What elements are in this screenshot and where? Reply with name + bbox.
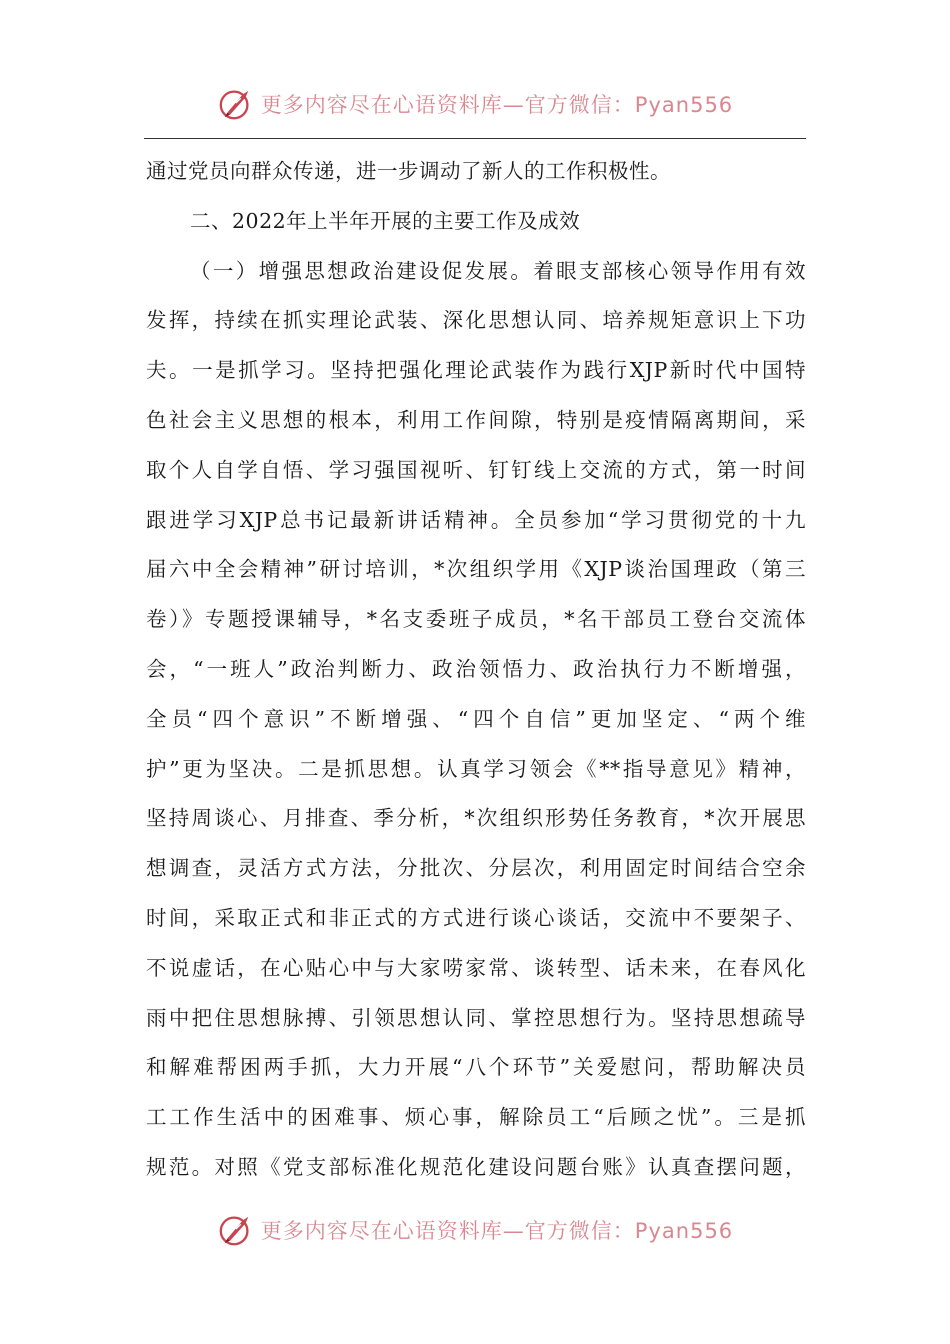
body-line: 坚持周谈心、月排查、季分析，*次组织形势任务教育，*次开展思 bbox=[146, 806, 806, 831]
body-line: 夫。一是抓学习。坚持把强化理论武装作为践行XJP新时代中国特 bbox=[146, 358, 806, 383]
body-line: （一）增强思想政治建设促发展。着眼支部核心领导作用有效 bbox=[190, 258, 806, 283]
watermark-text: 更多内容尽在心语资料库—官方微信：Pyan556 bbox=[260, 1219, 734, 1243]
body-line: 通过党员向群众传递，进一步调动了新人的工作积极性。 bbox=[146, 159, 671, 183]
body-line: 时间，采取正式和非正式的方式进行谈心谈话，交流中不要架子、 bbox=[146, 905, 806, 930]
body-line: 想调查，灵活方式方法，分批次、分层次，利用固定时间结合空余 bbox=[146, 856, 806, 881]
body-line: 届六中全会精神”研讨培训，*次组织学用《XJP谈治国理政（第三 bbox=[146, 557, 806, 582]
body-line: 工工作生活中的困难事、烦心事，解除员工“后顾之忧”。三是抓 bbox=[146, 1105, 806, 1130]
body-line: 跟进学习XJP总书记最新讲话精神。全员参加“学习贯彻党的十九 bbox=[146, 507, 806, 532]
body-line: 卷）》专题授课辅导，*名支委班子成员，*名干部员工登台交流体 bbox=[146, 607, 806, 632]
body-line: 取个人自学自悟、学习强国视听、钉钉线上交流的方式，第一时间 bbox=[146, 457, 806, 482]
watermark-text: 更多内容尽在心语资料库—官方微信：Pyan556 bbox=[260, 93, 734, 117]
body-line: 和解难帮困两手抓，大力开展“八个环节”关爱慰问，帮助解决员 bbox=[146, 1055, 806, 1080]
document-body bbox=[146, 147, 806, 1193]
body-line: 规范。对照《党支部标准化规范化建设问题台账》认真查摆问题， bbox=[146, 1154, 806, 1179]
body-line: 发挥，持续在抓实理论武装、深化思想认同、培养规矩意识上下功 bbox=[146, 308, 806, 333]
body-line: 色社会主义思想的根本，利用工作间隙，特别是疫情隔离期间，采 bbox=[146, 407, 806, 432]
body-line: 护”更为坚决。二是抓思想。认真学习领会《**指导意见》精神， bbox=[146, 756, 806, 781]
body-line: 雨中把住思想脉搏、引领思想认同、掌控思想行为。坚持思想疏导 bbox=[146, 1005, 806, 1030]
header-divider bbox=[144, 138, 806, 139]
pen-nib-logo-icon bbox=[217, 1211, 255, 1249]
footer-watermark bbox=[0, 1206, 950, 1254]
pen-nib-logo-icon bbox=[217, 85, 255, 123]
body-line: 全员“四个意识”不断增强、“四个自信”更加坚定、“两个维 bbox=[146, 706, 806, 731]
body-line: 会，“一班人”政治判断力、政治领悟力、政治执行力不断增强， bbox=[146, 656, 806, 681]
body-line: 不说虚话，在心贴心中与大家唠家常、谈转型、话未来，在春风化 bbox=[146, 955, 806, 980]
section-heading: 二、2022年上半年开展的主要工作及成效 bbox=[190, 208, 581, 233]
header-watermark bbox=[0, 80, 950, 128]
